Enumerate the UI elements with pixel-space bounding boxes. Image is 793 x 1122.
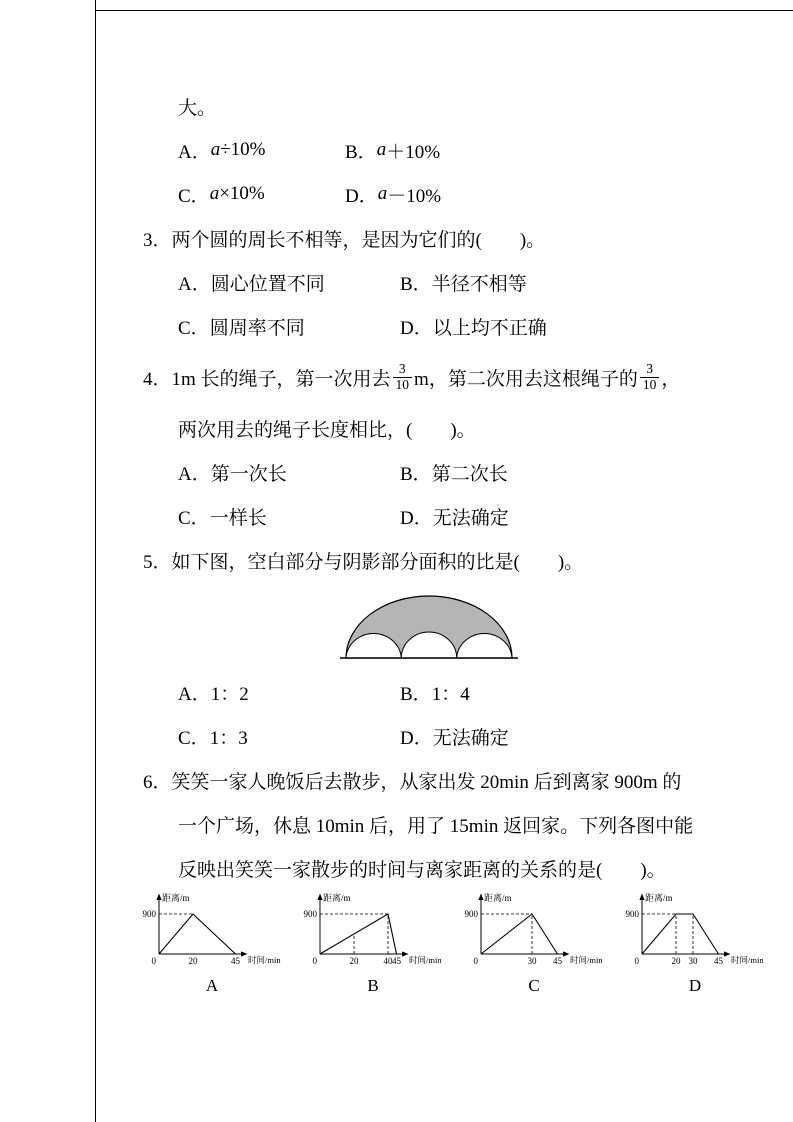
stem-text: m，第二次用去这根绳子的	[414, 368, 638, 390]
fraction-3-10	[393, 362, 413, 391]
option-text: ×10%	[219, 183, 265, 204]
option-text: ＋10%	[386, 141, 441, 163]
q3-option-b	[400, 269, 527, 296]
svg-text:900: 900	[142, 909, 156, 919]
option-label: B．	[400, 683, 432, 705]
q5-option-a	[178, 679, 400, 706]
option-text: 半径不相等	[431, 273, 527, 295]
page-frame-vertical-line	[95, 0, 96, 1122]
svg-text:时间/min: 时间/min	[570, 955, 603, 965]
graph-d-letter: D	[688, 976, 702, 995]
option-text: 圆心位置不同	[210, 273, 325, 295]
option-text: 无法确定	[432, 727, 509, 749]
option-label: C．	[178, 317, 210, 339]
option-text: 无法确定	[432, 507, 509, 529]
svg-text:时间/min: 时间/min	[409, 955, 442, 965]
stem-text: ，	[661, 368, 681, 390]
q2-option-c	[178, 181, 345, 208]
question-6-graphs-row	[133, 890, 764, 996]
fraction-denominator: 10	[393, 377, 413, 392]
graph-a-letter: A	[205, 976, 219, 995]
option-label: D．	[400, 507, 433, 529]
math-variable: a	[209, 183, 220, 204]
svg-text:45: 45	[231, 956, 240, 966]
question-3-options-row-2	[178, 304, 715, 348]
question-5-figure-row	[143, 592, 715, 666]
stem-text: 如下图，空白部分与阴影部分面积的比是( )。	[171, 551, 584, 573]
svg-text:900: 900	[464, 909, 478, 919]
svg-text:距离/m: 距离/m	[162, 893, 190, 903]
worksheet-content	[142, 84, 764, 996]
stem-text: 1m 长的绳子，第一次用去	[171, 368, 391, 390]
stem-text: 两次用去的绳子长度相比，( )。	[178, 419, 476, 441]
option-text: 1：2	[210, 683, 249, 705]
math-variable: a	[377, 183, 388, 204]
question-2-tail-text: 大。	[178, 97, 217, 119]
svg-text:0: 0	[634, 956, 639, 966]
svg-text:时间/min: 时间/min	[248, 955, 281, 965]
semicircle-figure	[339, 592, 519, 666]
stem-text: 笑笑一家人晚饭后去散步，从家出发 20min 后到离家 900m 的	[171, 771, 682, 793]
question-number: 4．	[143, 368, 172, 390]
stem-text: 一个广场，休息 10min 后，用了 15min 返回家。下列各图中能	[178, 815, 694, 837]
q3-option-c	[178, 313, 400, 340]
question-3-stem	[143, 216, 715, 260]
option-label: A．	[178, 273, 211, 295]
svg-text:45: 45	[392, 956, 401, 966]
graph-option-a	[133, 890, 291, 996]
option-label: A．	[178, 683, 211, 705]
svg-text:0: 0	[473, 956, 478, 966]
page-frame-horizontal-line	[95, 10, 793, 11]
option-label: B．	[400, 463, 432, 485]
graph-b-plot	[294, 890, 452, 974]
q3-option-d	[400, 313, 547, 340]
graph-option-c	[455, 890, 613, 996]
question-4-options-row-2	[178, 494, 715, 538]
svg-text:20: 20	[671, 956, 681, 966]
svg-text:时间/min: 时间/min	[731, 955, 764, 965]
question-5-options-row-2	[178, 714, 715, 758]
svg-text:900: 900	[303, 909, 317, 919]
svg-text:距离/m: 距离/m	[484, 893, 512, 903]
graph-d-plot	[616, 890, 774, 974]
svg-text:0: 0	[312, 956, 317, 966]
fraction-3-10	[640, 362, 660, 391]
question-number: 6．	[143, 771, 172, 793]
option-label: C．	[178, 507, 210, 529]
svg-text:900: 900	[625, 909, 639, 919]
option-label: C．	[178, 185, 210, 207]
question-6-stem-line-1	[143, 758, 715, 802]
option-label: D．	[400, 317, 433, 339]
q4-option-d	[400, 503, 509, 530]
q4-option-b	[400, 459, 508, 486]
q5-option-b	[400, 679, 470, 706]
q4-option-a	[178, 459, 400, 486]
option-label: D．	[400, 727, 433, 749]
option-text: 1：3	[209, 727, 248, 749]
graph-option-d	[616, 890, 774, 996]
q3-option-a	[178, 269, 400, 296]
q2-option-b	[345, 137, 440, 164]
question-5-stem	[143, 538, 715, 582]
option-label: A．	[178, 141, 211, 163]
option-label: C．	[178, 727, 210, 749]
option-text: －10%	[387, 185, 442, 207]
stem-text: 两个圆的周长不相等，是因为它们的( )。	[171, 229, 546, 251]
graph-c-letter: C	[528, 976, 540, 995]
q2-option-a	[178, 137, 345, 164]
svg-text:40: 40	[383, 956, 393, 966]
question-5-options-row-1	[178, 670, 715, 714]
option-text: ÷10%	[220, 139, 266, 160]
fraction-numerator: 3	[646, 361, 653, 377]
svg-text:30: 30	[688, 956, 698, 966]
option-text: 以上均不正确	[432, 317, 547, 339]
graph-b-letter: B	[367, 976, 379, 995]
svg-text:距离/m: 距离/m	[645, 893, 673, 903]
option-text: 第二次长	[431, 463, 508, 485]
math-variable: a	[376, 139, 387, 160]
svg-text:0: 0	[151, 956, 156, 966]
svg-text:45: 45	[553, 956, 562, 966]
option-text: 1：4	[431, 683, 470, 705]
question-2-options-row-1	[178, 128, 715, 172]
option-text: 圆周率不同	[209, 317, 305, 339]
q5-option-c	[178, 723, 400, 750]
graph-option-b	[294, 890, 452, 996]
stem-text: 反映出笑笑一家散步的时间与离家距离的关系的是( )。	[178, 859, 666, 881]
question-number: 5．	[143, 551, 172, 573]
math-variable: a	[210, 139, 221, 160]
option-text: 一样长	[209, 507, 267, 529]
svg-text:30: 30	[527, 956, 537, 966]
option-label: D．	[345, 185, 378, 207]
q5-option-d	[400, 723, 509, 750]
q4-option-c	[178, 503, 400, 530]
option-label: B．	[400, 273, 432, 295]
question-2-continuation	[178, 84, 715, 128]
graph-a-plot	[133, 890, 291, 974]
fraction-numerator: 3	[398, 361, 406, 377]
option-label: A．	[178, 463, 211, 485]
question-6-stem-line-3	[178, 846, 715, 890]
q2-option-d	[345, 181, 441, 208]
svg-text:20: 20	[188, 956, 198, 966]
question-number: 3．	[143, 229, 172, 251]
option-label: B．	[345, 141, 377, 163]
question-3-options-row-1	[178, 260, 715, 304]
option-text: 第一次长	[210, 463, 287, 485]
svg-text:距离/m: 距离/m	[323, 893, 351, 903]
graph-c-plot	[455, 890, 613, 974]
question-4-options-row-1	[178, 450, 715, 494]
question-2-options-row-2	[178, 172, 715, 216]
question-4-stem-line-1	[143, 348, 715, 406]
svg-text:20: 20	[349, 956, 359, 966]
fraction-denominator: 10	[640, 377, 660, 392]
question-4-stem-line-2	[178, 406, 715, 450]
svg-text:45: 45	[714, 956, 723, 966]
question-6-stem-line-2	[178, 802, 715, 846]
